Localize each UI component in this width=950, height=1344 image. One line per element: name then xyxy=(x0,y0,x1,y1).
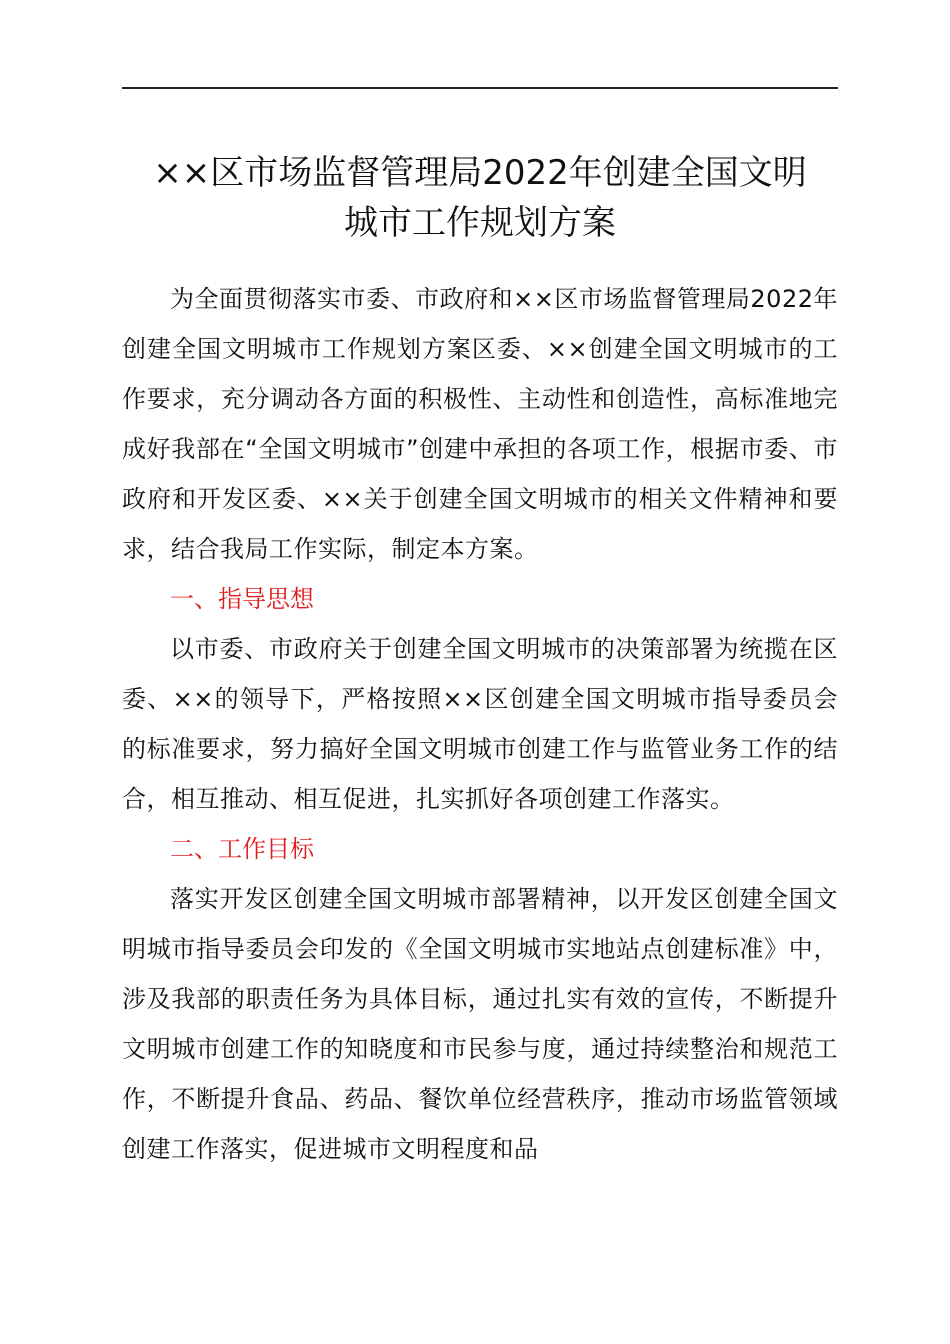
section-heading-work-goals: 二、工作目标 xyxy=(170,835,314,863)
title-line-1: ××区市场监督管理局2022年创建全国文明 xyxy=(153,153,807,193)
header-rule xyxy=(122,87,838,89)
document-title xyxy=(110,148,850,248)
section-paragraph-work-goals: 落实开发区创建全国文明城市部署精神，以开发区创建全国文明城市指导委员会印发的《全国文明城市实地站点创建标准》中，涉及我部的职责任务为具体目标，通过扎实有效的宣传，不断提升文明城市创建工作的知晓度和市民参与度，通过持续整治和规范工作，不断提升食品、药品、餐饮单位经营秩序，推动市场监管领域创建工作落实，促进城市文明程度和品 xyxy=(122,885,838,1163)
title-line-2: 城市工作规划方案 xyxy=(344,203,616,243)
section-heading-guiding-ideology: 一、指导思想 xyxy=(170,585,314,613)
section-paragraph-guiding-ideology: 以市委、市政府关于创建全国文明城市的决策部署为统揽在区委、××的领导下，严格按照××区创建全国文明城市指导委员会的标准要求，努力搞好全国文明城市创建工作与监管业务工作的结合，相互推动、相互促进，扎实抓好各项创建工作落实。 xyxy=(122,635,838,813)
intro-paragraph: 为全面贯彻落实市委、市政府和××区市场监督管理局2022年创建全国文明城市工作规划方案区委、××创建全国文明城市的工作要求，充分调动各方面的积极性、主动性和创造性，高标准地完成好我部在“全国文明城市”创建中承担的各项工作，根据市委、市政府和开发区委、××关于创建全国文明城市的相关文件精神和要求，结合我局工作实际，制定本方案。 xyxy=(122,285,838,563)
document-body xyxy=(122,274,838,1174)
